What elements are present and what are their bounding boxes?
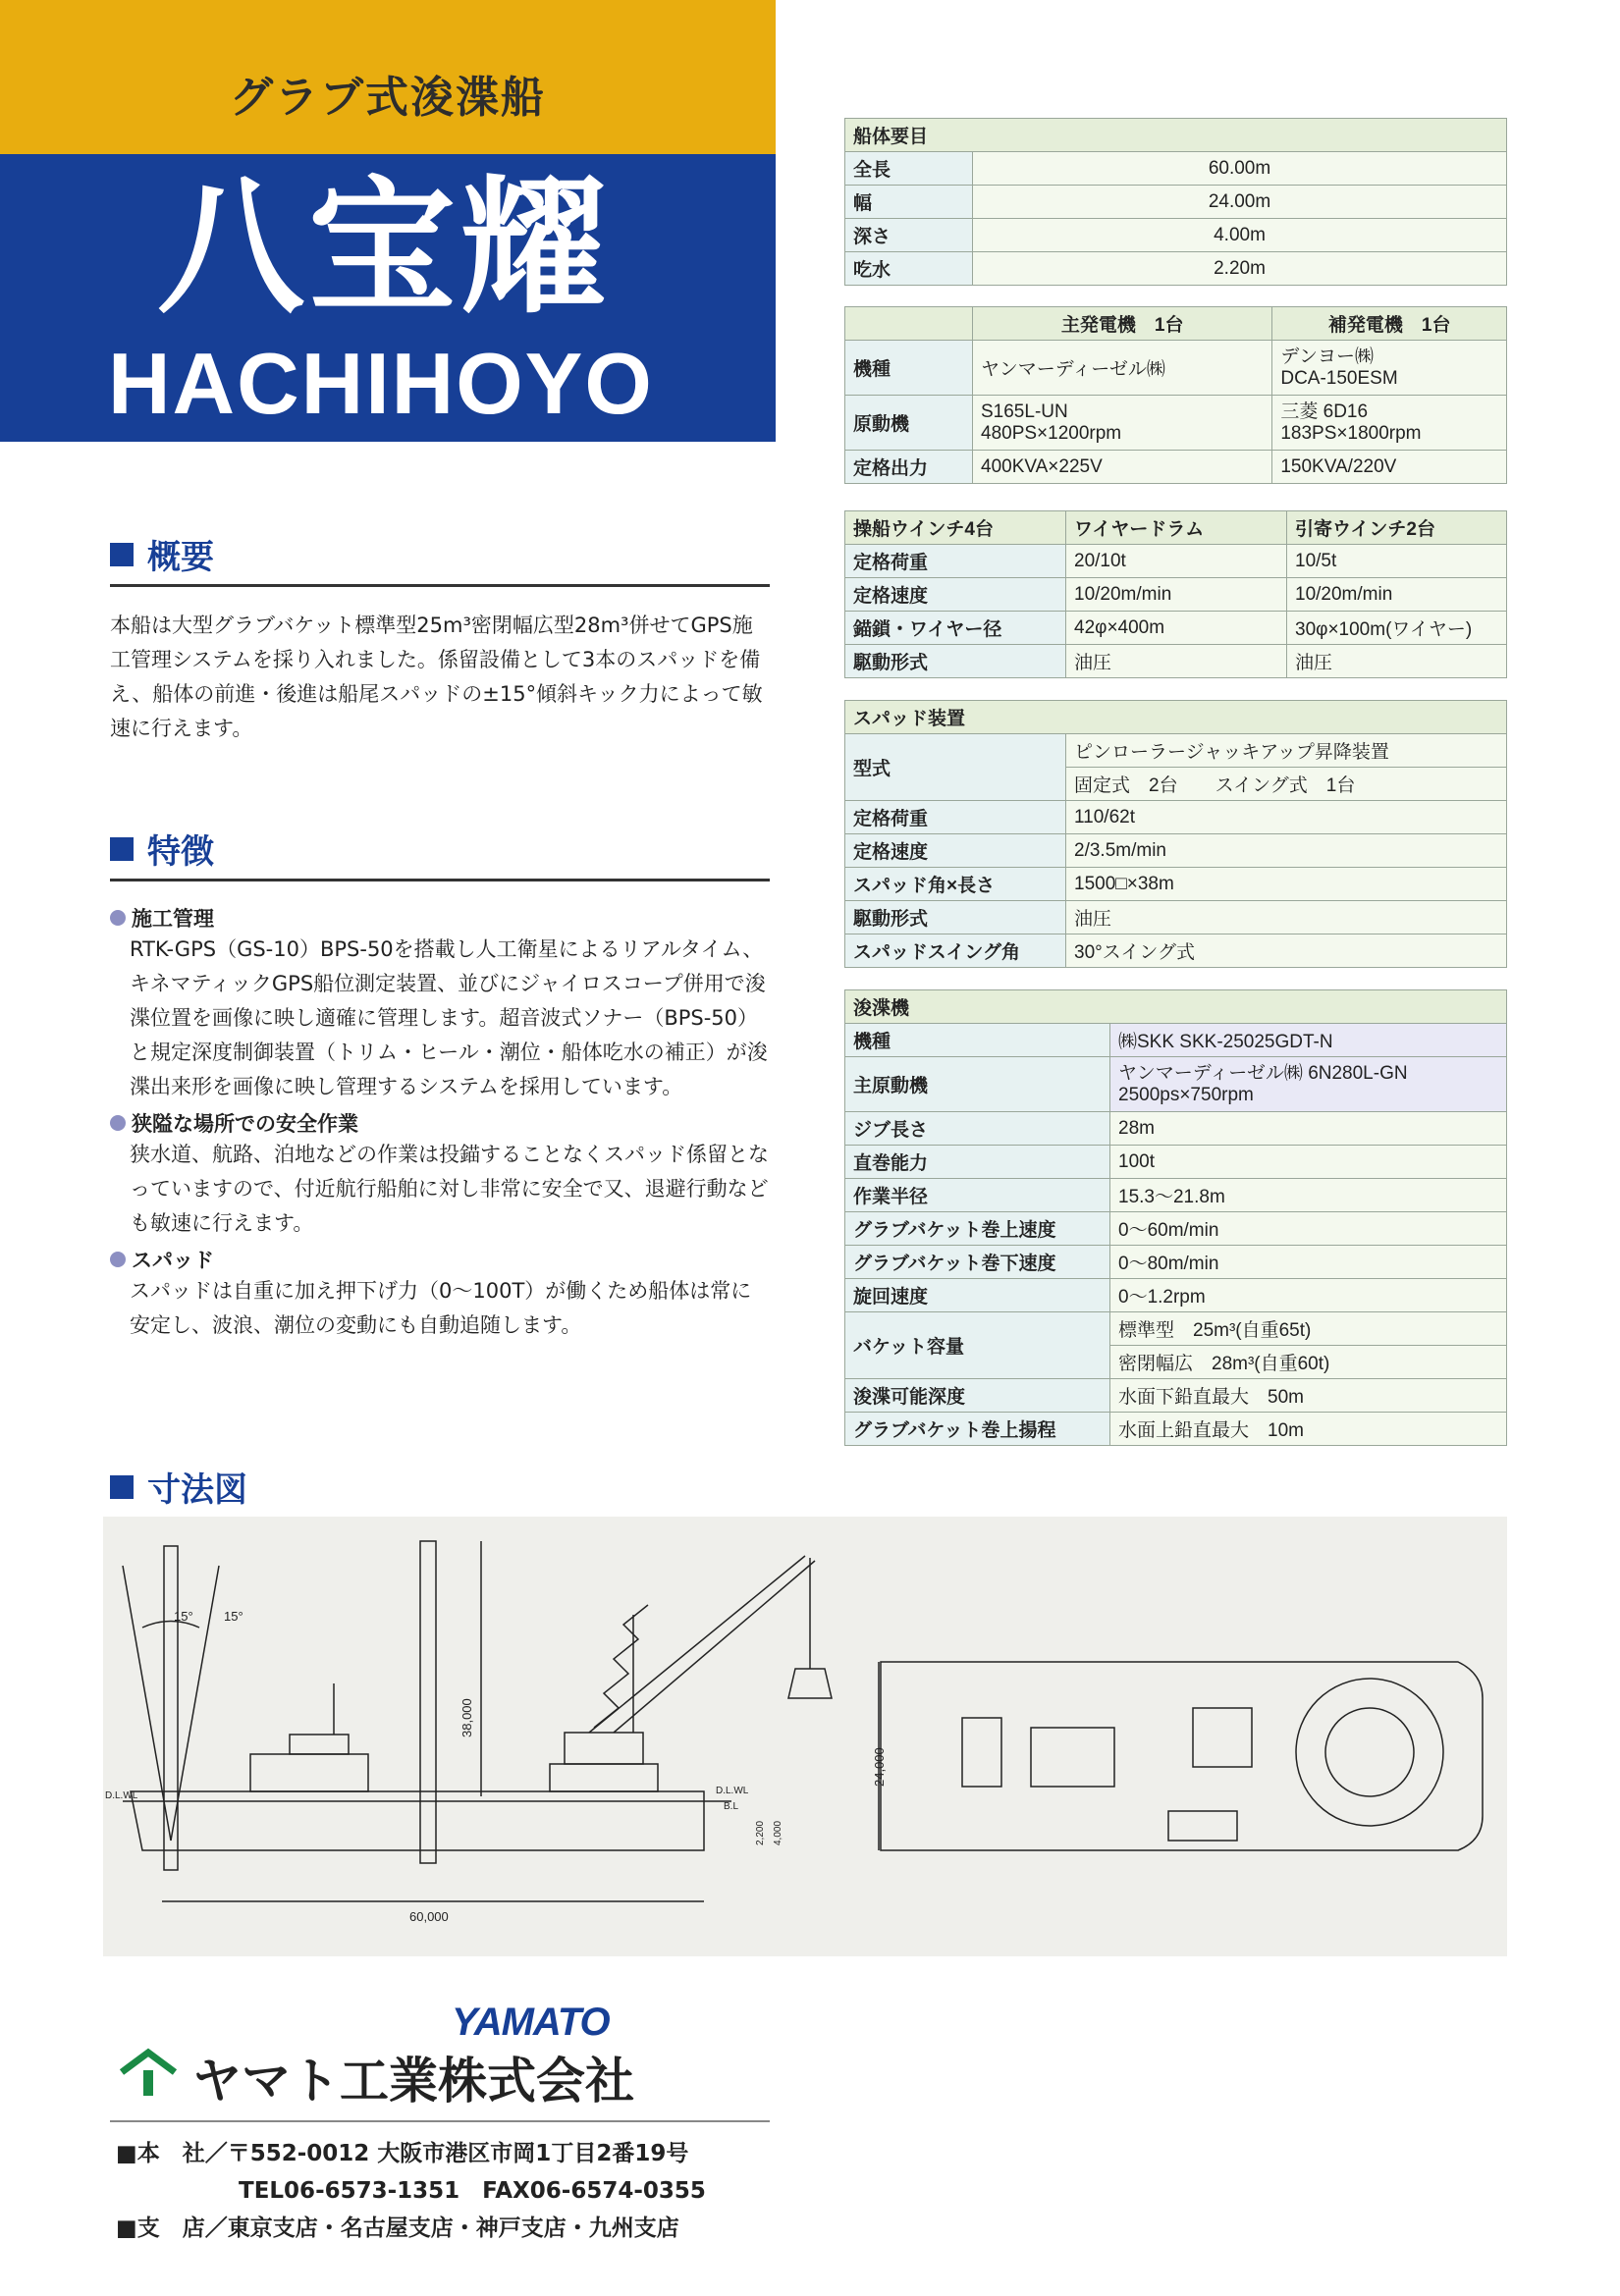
draft-label: 2,200 (755, 1820, 766, 1845)
divider (110, 584, 770, 587)
square-icon (110, 837, 134, 861)
bullet-icon (110, 1115, 126, 1131)
name-banner (0, 154, 776, 442)
ship-name-roman: HACHIHOYO (108, 335, 654, 432)
table-header: 船体要目 (845, 119, 1507, 152)
generator-table: 主発電機 1台 補発電機 1台 機種 ヤンマーディーゼル㈱ デンヨー㈱ DCA-150ESM 原動機 S165L-UN 480PS×1200rpm 三菱 6D16 183PS×1800rpm 定格出力 400KVA×225V 150KVA/220V (844, 306, 1507, 484)
feature-heading: 狭隘な場所での安全作業 (110, 1108, 770, 1138)
bullet-icon (110, 910, 126, 926)
bl-label: B.L (724, 1801, 739, 1812)
square-icon (110, 543, 134, 566)
depth-label: 4,000 (773, 1820, 783, 1845)
dlwl-label-left: D.L.WL (105, 1790, 138, 1801)
feature-body: スパッドは自重に加え押下げ力（0〜100T）が働くため船体は常に安定し、波浪、潮位の変動にも自動追随します。 (130, 1279, 752, 1337)
dredger-table: 浚渫機 機種 ㈱SKK SKK-25025GDT-N 主原動機 ヤンマーディーゼル㈱ 6N280L-GN 2500ps×750rpm ジブ長さ 28m 直巻能力 100t 作業半径 15.3〜21.8m グラブバケット巻上速度 0〜60m/min グラブバケット巻下速度 0〜80m/min 旋回速度 0〜1.2rpm バケット容量 標準型 25m³(自重65t) 密閉幅広 28m³(自重60t) 浚渫可能深度 水面下鉛直最大 50m グラブバケット巻上揚程 水面上鉛直最大 10m (844, 989, 1507, 1446)
type-banner (0, 0, 776, 154)
type-label: グラブ式浚渫船 (230, 73, 546, 123)
drawing-heading: 寸法図 (110, 1463, 247, 1511)
divider (110, 879, 770, 881)
company-name: ヤマト工業株式会社 (192, 2053, 634, 2109)
angle-label-right: 15° (224, 1609, 243, 1624)
dlwl-label-right: D.L.WL (716, 1786, 749, 1796)
company-address: ■本 社／〒552-0012 大阪市港区市岡1丁目2番19号 TEL06-6573-1351 FAX06-6574-0355 ■支 店／東京支店・名古屋支店・神戸支店・九州支店 (116, 2141, 706, 2241)
bullet-icon (110, 1252, 126, 1267)
hull-table: 船体要目 全長 60.00m 幅 24.00m 深さ 4.00m 吃水 2.20m (844, 118, 1507, 286)
feature-heading: 施工管理 (110, 903, 770, 933)
overview-text: 本船は大型グラブバケット標準型25m³密閉幅広型28m³併せてGPS施工管理システムを採り入れました。係留設備として3本のスパッドを備え、船体の前進・後進は船尾スパッドの±15°傾斜キック力によって敏速に行えます。 (110, 614, 763, 740)
company-logo: YAMATO (452, 2001, 610, 2044)
features-list (110, 903, 770, 1343)
overview-heading: 概要 (110, 530, 214, 578)
spud-table: スパッド装置 型式 ピンローラージャッキアップ昇降装置 固定式 2台 スイング式 1台 定格荷重 110/62t 定格速度 2/3.5m/min スパッド角×長さ 1500□×38m 駆動形式 油圧 スパッドスイング角 30°スイング式 (844, 700, 1507, 968)
divider (110, 2120, 770, 2122)
height-label: 38,000 (459, 1698, 474, 1737)
angle-label-left: 15° (174, 1609, 193, 1624)
feature-body: 狭水道、航路、泊地などの作業は投錨することなくスパッド係留となっていますので、付近航行船舶に対し非常に安全で又、退避行動なども敏速に行えます。 (130, 1143, 769, 1235)
dimension-drawing (103, 1517, 1507, 1956)
ship-name-kanji: 八宝耀 (157, 161, 612, 334)
features-heading: 特徴 (110, 825, 214, 873)
company-mark-icon (118, 2047, 179, 2098)
square-icon (110, 1475, 134, 1499)
length-label: 60,000 (409, 1909, 449, 1924)
feature-body: RTK-GPS（GS-10）BPS-50を搭載し人工衛星によるリアルタイム、キネマティックGPS船位測定装置、並びにジャイロスコープ併用で浚渫位置を画像に映し適確に管理します。超音波式ソナー（BPS-50）と規定深度制御装置（トリム・ヒール・潮位・船体吃水の補正）が浚渫出来形を画像に映し管理するシステムを採用しています。 (130, 937, 768, 1098)
winch-table: 操船ウインチ4台 ワイヤードラム 引寄ウインチ2台 定格荷重 20/10t 10/5t 定格速度 10/20m/min 10/20m/min 錨鎖・ワイヤー径 42φ×400m 30φ×100m(ワイヤー) 駆動形式 油圧 油圧 (844, 510, 1507, 678)
feature-heading: スパッド (110, 1245, 770, 1274)
plan-view (879, 1662, 1483, 1850)
side-view (123, 1541, 832, 1901)
width-label: 24,000 (872, 1747, 887, 1787)
